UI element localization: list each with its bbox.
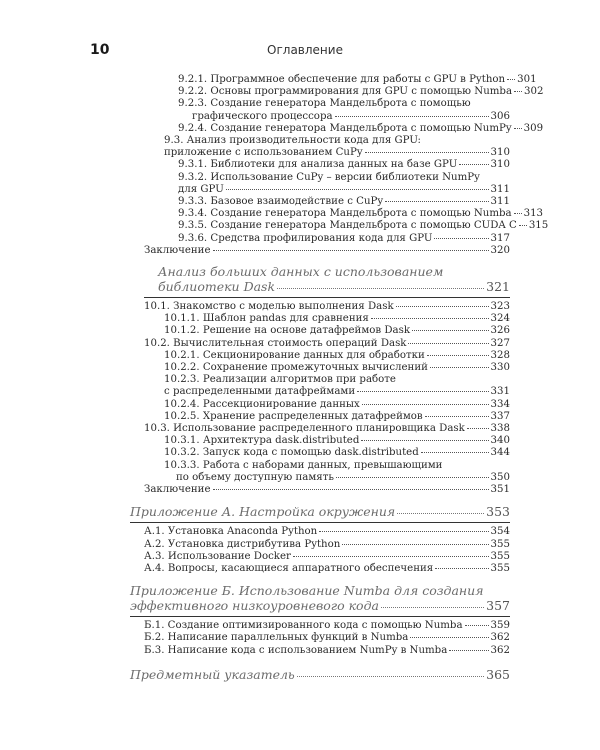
toc-entry-10-2-3[interactable]: с распределенными датафреймами 331 [164, 386, 510, 398]
toc-entry-b-3[interactable]: Б.3. Написание кода с использованием NumPy в Numba 362 [144, 644, 510, 656]
index-entry[interactable]: Предметный указатель 365 [130, 666, 510, 682]
toc-entry-10-3-3-line1[interactable]: 10.3.3. Работа с наборами данных, превышающими [164, 459, 443, 471]
appendix-b-block [130, 583, 600, 613]
toc-entry-9-3-3[interactable]: 9.3.3. Базовое взаимодействие с CuPy 311 [178, 196, 510, 208]
toc-entry-conclusion-10[interactable]: Заключение 351 [144, 484, 510, 496]
toc-entry-9-2-1[interactable]: 9.2.1. Программное обеспечение для работы с GPU в Python 301 [178, 74, 537, 85]
toc-entry-9-3-6[interactable]: 9.3.6. Средства профилирования кода для GPU 317 [178, 232, 510, 244]
appendix-a-entry[interactable]: Приложение А. Настройка окружения 353 [130, 504, 510, 520]
index-block [130, 667, 600, 682]
appendix-b-title-line1[interactable]: Приложение Б. Использование Numba для создания [130, 583, 484, 599]
toc-entry-9-3[interactable]: приложение с использованием CuPy 310 [164, 147, 510, 159]
toc-entry-10-2-2[interactable]: 10.2.2. Сохранение промежуточных вычислений 330 [164, 362, 510, 374]
toc-entry-9-2-3-line1[interactable]: 9.2.3. Создание генератора Мандельброта с помощью [178, 98, 471, 110]
toc-entry-9-3-2-line1[interactable]: 9.3.2. Использование CuPy – версии библиотеки NumPy [178, 171, 480, 183]
toc-entry-10-3-3[interactable]: по объему доступную память 350 [176, 471, 510, 483]
chapter-divider [144, 297, 510, 298]
toc-entry-a-4[interactable]: А.4. Вопросы, касающиеся аппаратного обеспечения 355 [144, 562, 510, 574]
toc-entry-10-2-5[interactable]: 10.2.5. Хранение распределенных датафреймов 337 [164, 410, 510, 422]
toc-entry-a-1[interactable]: А.1. Установка Anaconda Python 354 [144, 526, 510, 538]
toc-entry-b-2[interactable]: Б.2. Написание параллельных функций в Numba 362 [144, 632, 510, 644]
appendix-a-divider [130, 522, 510, 523]
running-title: Оглавление [267, 43, 343, 57]
toc-entry-10-1-2[interactable]: 10.1.2. Решение на основе датафреймов Dask 326 [164, 325, 510, 337]
toc-entry-9-2-3[interactable]: графического процессора 306 [192, 110, 510, 122]
toc-entry-b-1[interactable]: Б.1. Создание оптимизированного кода с помощью Numba 359 [144, 620, 510, 632]
toc-entry-9-3-2[interactable]: для GPU 311 [178, 183, 510, 195]
toc-entry-9-3-4[interactable]: 9.3.4. Создание генератора Мандельброта с помощью Numba 313 [178, 208, 544, 220]
toc-entry-9-3-1[interactable]: 9.3.1. Библиотеки для анализа данных на базе GPU 310 [178, 159, 510, 171]
toc-entry-10-1-1[interactable]: 10.1.1. Шаблон pandas для сравнения 324 [164, 313, 510, 325]
toc-entry-10-1[interactable]: 10.1. Знакомство с моделью выполнения Dask 323 [144, 301, 510, 313]
toc-entry-9-2-2[interactable]: 9.2.2. Основы программирования для GPU с помощью Numba 302 [178, 86, 544, 98]
toc-entry-conclusion-9[interactable]: Заключение 320 [144, 244, 510, 256]
toc-entry-10-2-1[interactable]: 10.2.1. Секционирование данных для обработки 328 [164, 349, 510, 361]
toc-entry-10-2-4[interactable]: 10.2.4. Рассекционирование данных 334 [164, 398, 510, 410]
page-number: 10 [90, 42, 110, 58]
toc-entry-10-3-1[interactable]: 10.3.1. Архитектура dask.distributed 340 [164, 435, 510, 447]
toc-entry-a-2[interactable]: А.2. Установка дистрибутива Python 355 [144, 538, 510, 550]
running-header [90, 42, 520, 62]
toc-entry-10-3[interactable]: 10.3. Использование распределенного планировщика Dask 338 [144, 423, 510, 435]
chapter-10-entry[interactable]: библиотеки Dask 321 [158, 279, 510, 295]
toc-entry-a-3[interactable]: А.3. Использование Docker 355 [144, 550, 510, 562]
toc-entry-10-2-3-line1[interactable]: 10.2.3. Реализации алгоритмов при работе [164, 374, 396, 386]
toc-entry-10-3-2[interactable]: 10.3.2. Запуск кода с помощью dask.distributed 344 [164, 447, 510, 459]
toc-entry-9-3-line1[interactable]: 9.3. Анализ производительности кода для GPU: [164, 135, 421, 147]
chapter-10-block [158, 264, 600, 294]
appendix-b-divider [130, 616, 510, 617]
toc-entry-9-2-4[interactable]: 9.2.4. Создание генератора Мандельброта с помощью NumPy 309 [178, 122, 544, 134]
chapter-10-title-line1[interactable]: Анализ больших данных с использованием [158, 264, 444, 280]
toc-entry-10-2[interactable]: 10.2. Вычислительная стоимость операций Dask 327 [144, 337, 510, 349]
appendix-b-entry[interactable]: эффективного низкоуровневого кода 357 [130, 598, 510, 614]
table-of-contents [0, 74, 600, 682]
toc-entry-9-3-5[interactable]: 9.3.5. Создание генератора Мандельброта с помощью CUDA C 315 [178, 220, 549, 232]
appendix-a-block [130, 504, 600, 519]
